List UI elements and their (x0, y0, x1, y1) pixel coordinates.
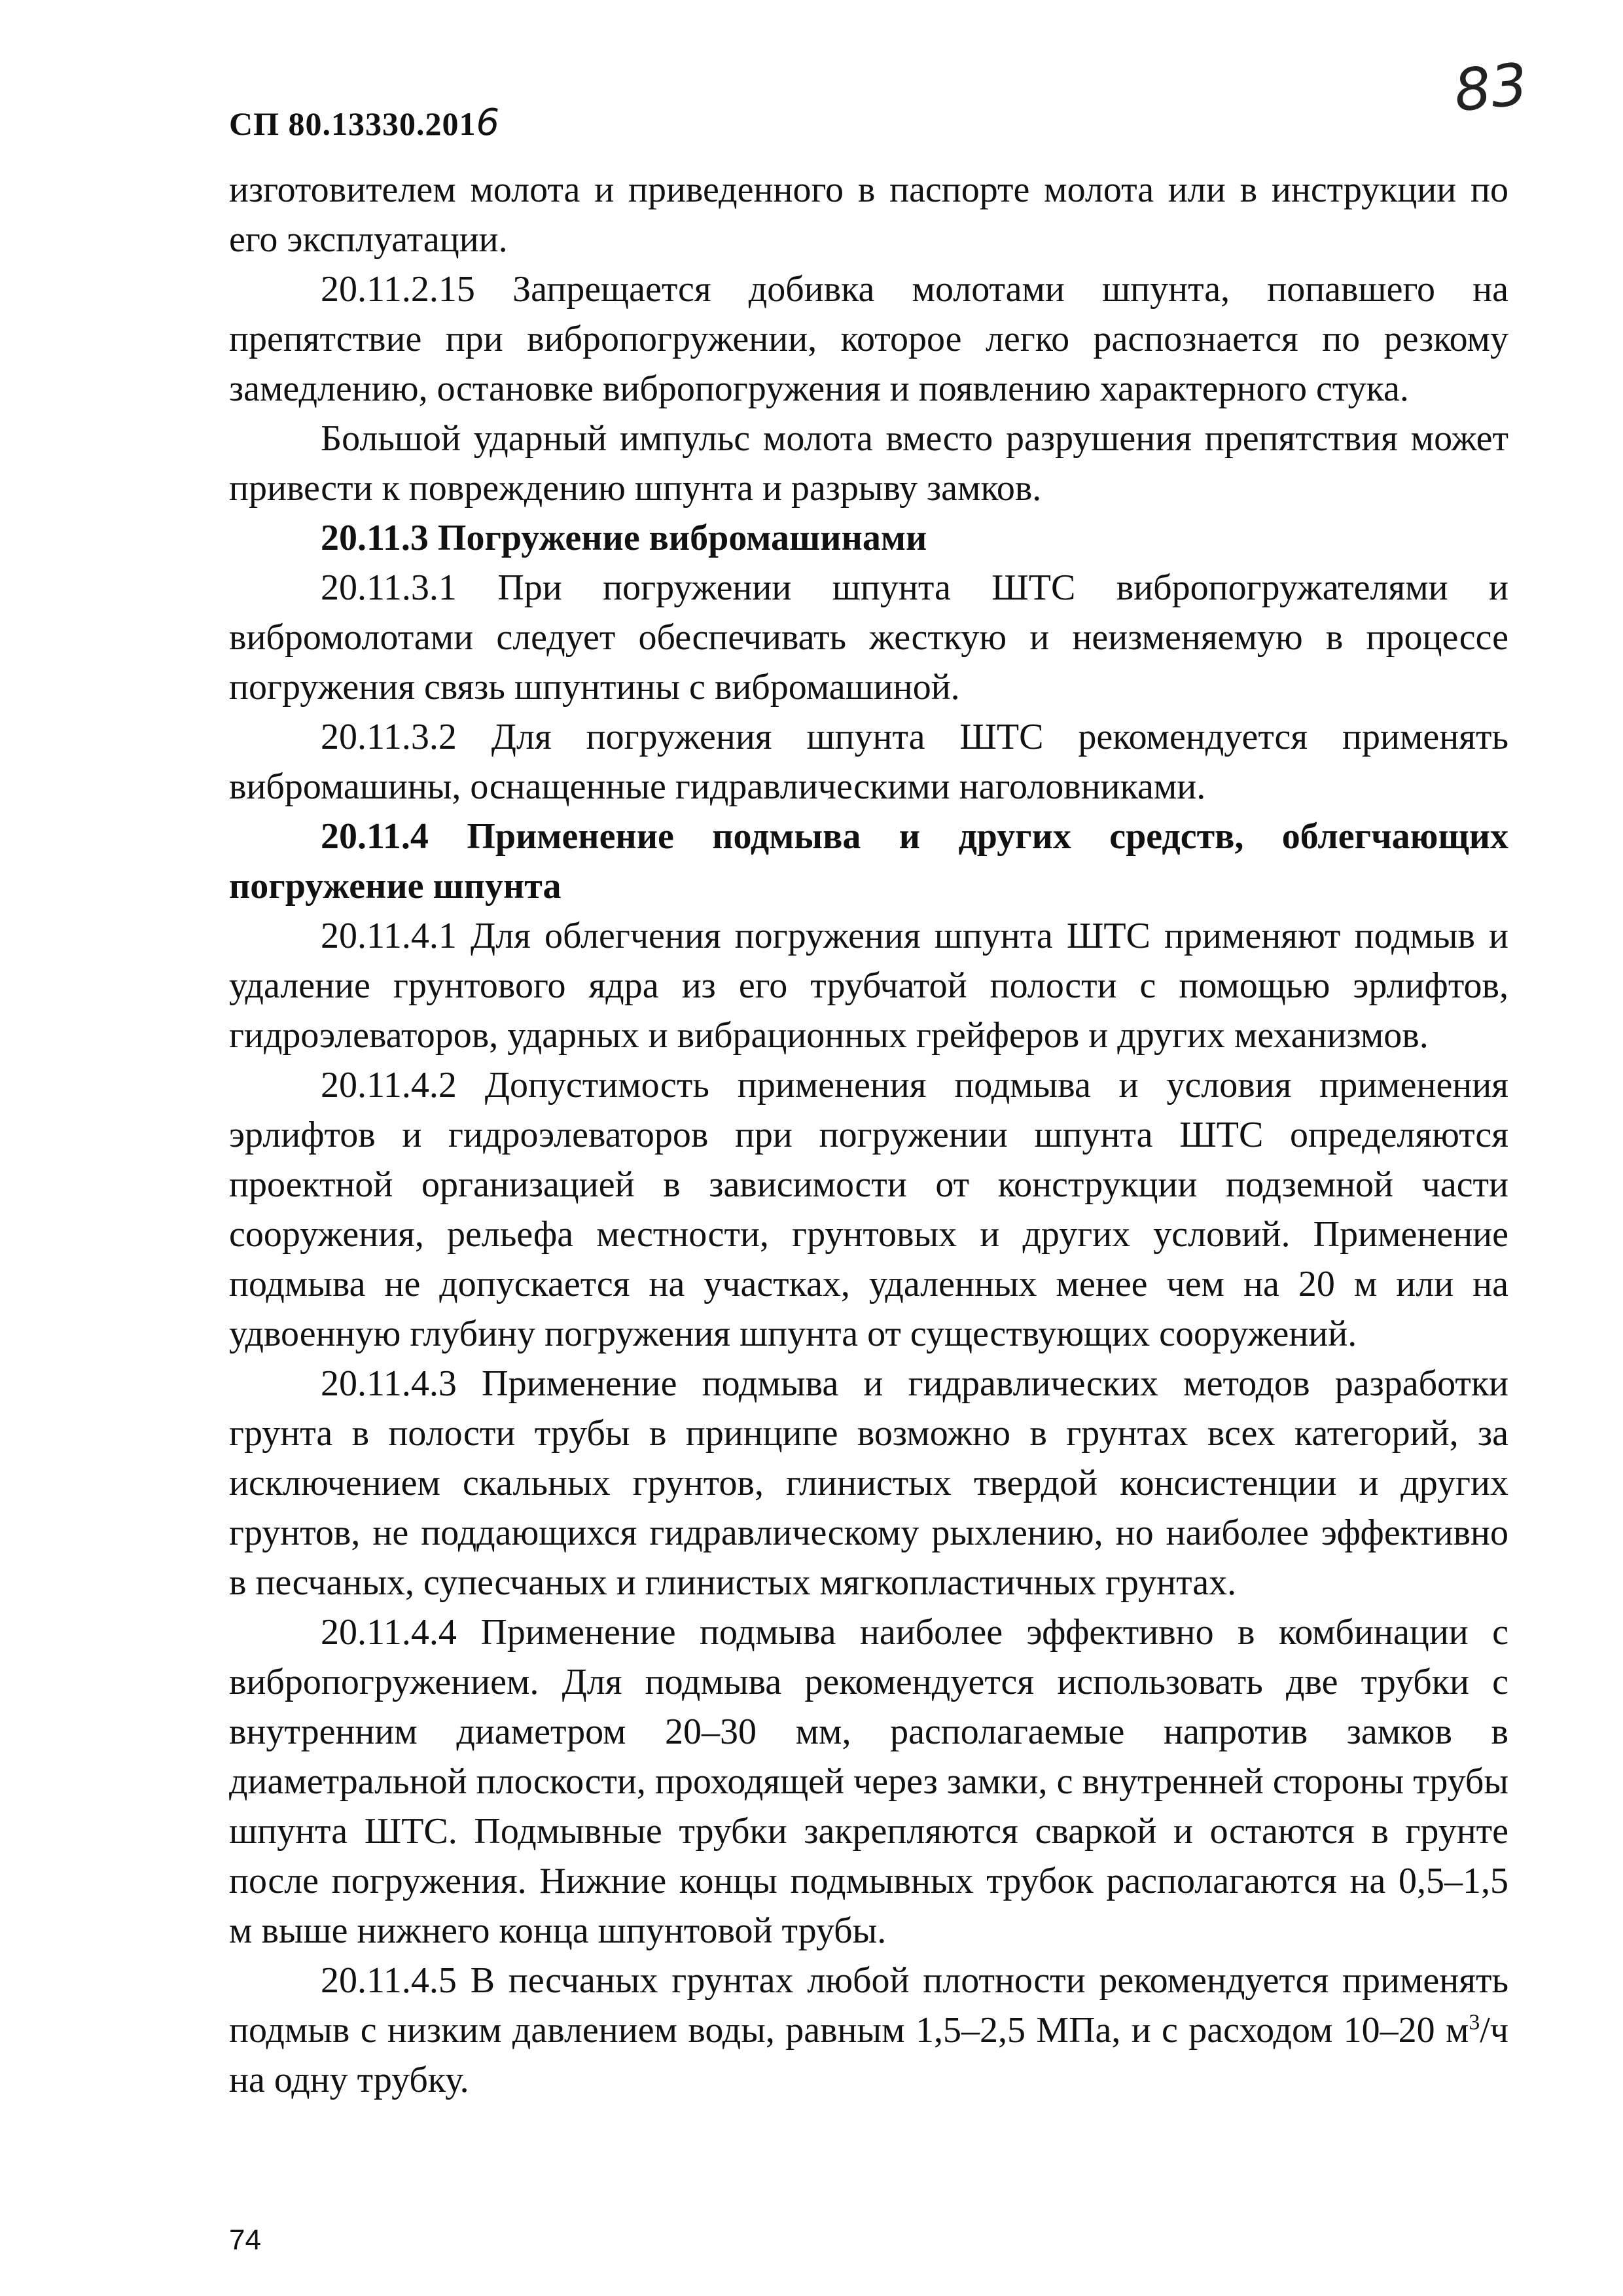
paragraph-20-11-4-1: 20.11.4.1 Для облегчения погружения шпунта ШТС применяют подмыв и удаление грунтового ядра из его трубчатой полости с помощью эрлифтов, гидроэлеваторов, ударных и вибрационных грейферов и других механизмов. (229, 916, 1508, 1056)
document-body (229, 165, 1508, 2105)
section-heading-20-11-3: 20.11.3 Погружение вибромашинами (321, 518, 927, 558)
section-heading-20-11-4: 20.11.4 Применение подмыва и других средств, облегчающих погружение шпунта (229, 816, 1508, 906)
document-code-handwritten-digit: 6 (476, 101, 501, 144)
paragraph-20-11-4-4: 20.11.4.4 Применение подмыва наиболее эффективно в комбинации с вибропогружением. Для подмыва рекомендуется использовать две трубки с внутренним диаметром 20–30 мм, располагаемые напротив замков в диаметральной плоскости, проходящей через замки, с внутренней стороны трубы шпунта ШТС. Подмывные трубки закрепляются сваркой и остаются в грунте после погружения. Нижние концы подмывных трубок располагаются на 0,5–1,5 м выше нижнего конца шпунтовой трубы. (229, 1612, 1508, 1951)
document-code-text: СП 80.13330.201 (229, 105, 476, 142)
paragraph-20-11-4-3: 20.11.4.3 Применение подмыва и гидравлических методов разработки грунта в полости трубы в принципе возможно в грунтах всех категорий, за исключением скальных грунтов, глинистых твердой консистенции и других грунтов, не поддающихся гидравлическому рыхлению, но наиболее эффективно в песчаных, супесчаных и глинистых мягкопластичных грунтах. (229, 1363, 1508, 1603)
superscript-cubic: 3 (1469, 2010, 1480, 2035)
paragraph-20-11-3-2: 20.11.3.2 Для погружения шпунта ШТС рекомендуется применять вибромашины, оснащенные гидравлическими наголовниками. (229, 717, 1508, 807)
paragraph-continuation: изготовителем молота и приведенного в паспорте молота или в инструкции по его эксплуатации. (229, 170, 1508, 260)
paragraph-20-11-4-5-end: /ч на одну трубку. (229, 2010, 1508, 2100)
document-code (229, 101, 500, 144)
paragraph-20-11-4-2: 20.11.4.2 Допустимость применения подмыва и условия применения эрлифтов и гидроэлеваторов при погружении шпунта ШТС определяются проектной организацией в зависимости от конструкции подземной части сооружения, рельефа местности, грунтовых и других условий. Применение подмыва не допускается на участках, удаленных менее чем на 20 м или на удвоенную глубину погружения шпунта от существующих сооружений. (229, 1065, 1508, 1354)
paragraph-20-11-4-5 (229, 1956, 1508, 2105)
paragraph-20-11-4-5-start: 20.11.4.5 В песчаных грунтах любой плотности рекомендуется применять подмыв с низким давлением воды, равным 1,5–2,5 МПа, и с расходом 10–20 м (229, 1960, 1508, 2051)
paragraph-20-11-3-1: 20.11.3.1 При погружении шпунта ШТС вибропогружателями и вибромолотами следует обеспечивать жесткую и неизменяемую в процессе погружения связь шпунтины с вибромашиной. (229, 567, 1508, 708)
paragraph-20-11-2-15: 20.11.2.15 Запрещается добивка молотами шпунта, попавшего на препятствие при вибропогружении, которое легко распознается по резкому замедлению, остановке вибропогружения и появлению характерного стука. (229, 269, 1508, 409)
page-number: 74 (229, 2224, 261, 2256)
paragraph-impulse-note: Большой ударный импульс молота вместо разрушения препятствия может привести к повреждению шпунта и разрыву замков. (229, 418, 1508, 509)
handwritten-page-mark: 83 (1450, 50, 1531, 125)
